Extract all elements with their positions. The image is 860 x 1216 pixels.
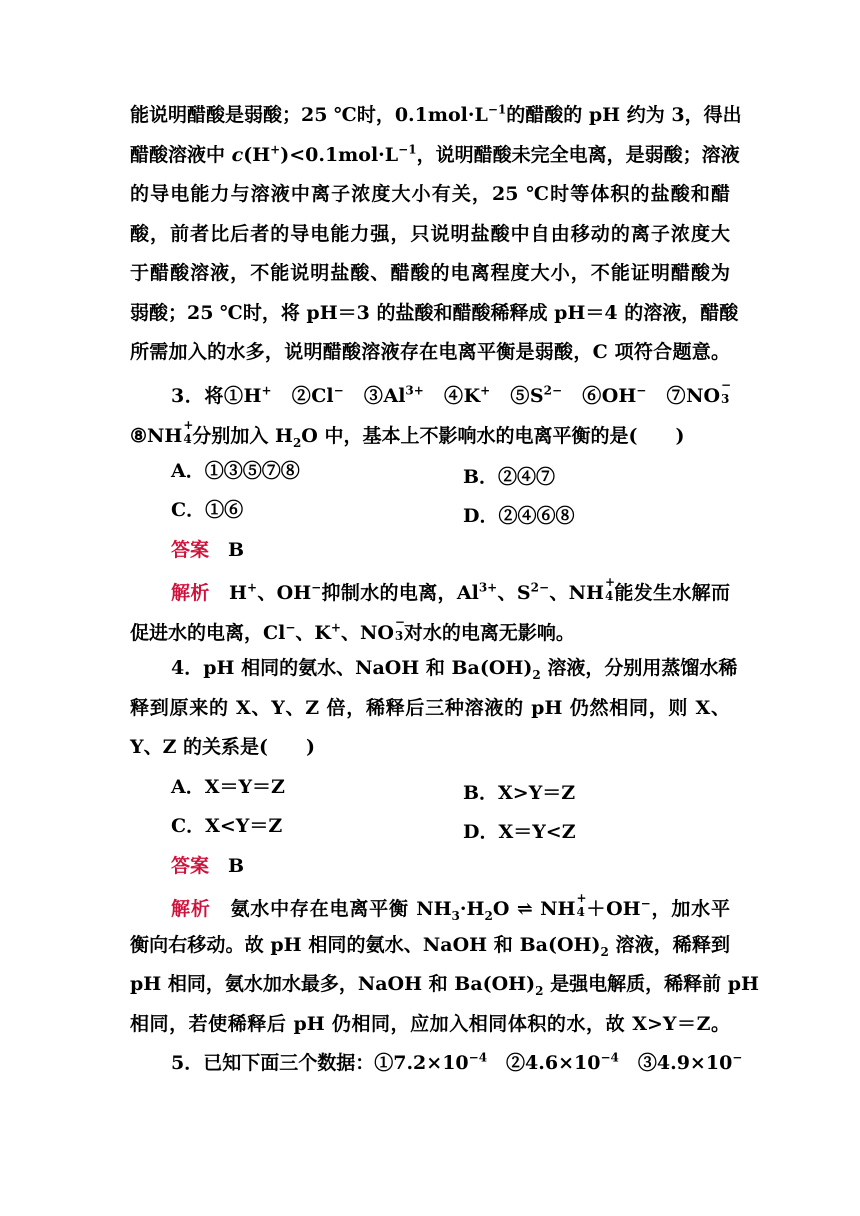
- question-4-stem-line-3: Y、Z 的关系是( ): [130, 736, 316, 758]
- question-3-option-a: A．①③⑤⑦⑧: [171, 460, 300, 482]
- question-4-analysis-line-4: 相同，若使稀释后 pH 仍相同，应加入相同体积的水，故 X>Y＝Z。: [130, 1013, 730, 1035]
- question-4-analysis-line-3: pH 相同，氨水加水最多，NaOH 和 $Ba(OH)_2$ 是强电解质，稀释前 pH: [130, 973, 759, 998]
- question-3-analysis-line-2: 促进水的电离，Cl−、K+、NO − 3 对水的电离无影响。: [130, 615, 575, 644]
- question-3-answer: [171, 541, 730, 560]
- text-line-1: 能说明醋酸是弱酸；25 ℃时，$0.1mol\cdot L^{-1}$的醋酸的 pH 约为 3，得出: [130, 102, 742, 126]
- text-line-6: 弱酸；25 ℃时，将 pH＝3 的盐酸和醋酸稀释成 pH＝4 的溶液，醋酸: [130, 302, 739, 324]
- question-3-stem-line-2: ⑧NH + 4 分别加入 $H_2O$ 中，基本上不影响水的电离平衡的是( ): [130, 418, 685, 450]
- answer-label: 答案: [171, 855, 210, 877]
- text-line-7: 所需加入的水多，说明醋酸溶液存在电离平衡是弱酸，C 项符合题意。: [130, 341, 730, 363]
- question-4-stem-line-1: 4．pH 相同的氨水、NaOH 和 $Ba(OH)_2$ 溶液，分别用蒸馏水稀: [171, 657, 738, 682]
- answer-label: 答案: [171, 539, 210, 561]
- question-4-analysis-line-1: 解析 氨水中存在电离平衡 $NH_3\cdot H_2O$ ⇌ NH + 4 ＋OH−，加水平: [171, 891, 730, 923]
- question-4-stem-line-2: 释到原来的 X、Y、Z 倍，稀释后三种溶液的 pH 仍然相同，则 X、: [130, 697, 730, 719]
- question-4-option-a: A．X＝Y＝Z: [171, 776, 285, 798]
- question-3-option-b: B．②④⑦: [463, 466, 556, 488]
- text-line-2: 醋酸溶液中 $c(H^+)<0.1mol\cdot L^{-1}$，说明醋酸未完全电离，是弱酸；溶液: [130, 142, 740, 166]
- text-line-4: 酸，前者比后者的导电能力强，只说明盐酸中自由移动的离子浓度大: [130, 223, 730, 245]
- question-3-option-d: D．②④⑥⑧: [463, 505, 575, 527]
- analysis-label: 解析: [171, 898, 211, 920]
- question-4-option-c: C．X<Y＝Z: [171, 815, 283, 837]
- answer-value: B: [228, 539, 245, 561]
- question-4-analysis-line-2: 衡向右移动。故 pH 相同的氨水、NaOH 和 $Ba(OH)_2$ 溶液，稀释到: [130, 934, 730, 959]
- question-4-option-d: D．X＝Y<Z: [463, 821, 576, 843]
- question-4-option-b: B．X>Y＝Z: [463, 782, 576, 804]
- analysis-label: 解析: [171, 582, 210, 604]
- question-4-answer: [171, 857, 730, 876]
- text-line-5: 于醋酸溶液，不能说明盐酸、醋酸的电离程度大小，不能证明醋酸为: [130, 262, 730, 284]
- question-3-analysis-line-1: 解析 H+、OH−抑制水的电离，$Al^{3+}$、$S^{2-}$、NH + 4 能发生水解而: [171, 575, 730, 604]
- question-5-stem-line-1: 5．已知下面三个数据：$①7.2\times 10^{-4}$ $②4.6\times 10^{-4}$ ③4.9×10−: [171, 1050, 743, 1074]
- text-line-3: 的导电能力与溶液中离子浓度大小有关，25 ℃时等体积的盐酸和醋: [130, 183, 730, 205]
- question-3-option-c: C．①⑥: [171, 499, 244, 521]
- answer-value: B: [228, 855, 245, 877]
- question-3-stem-line-1: 3．将①H+ ②Cl− $③Al^{3+}$ ④K+ $⑤S^{2-}$ ⑥OH− ⑦NO − 3: [171, 378, 732, 407]
